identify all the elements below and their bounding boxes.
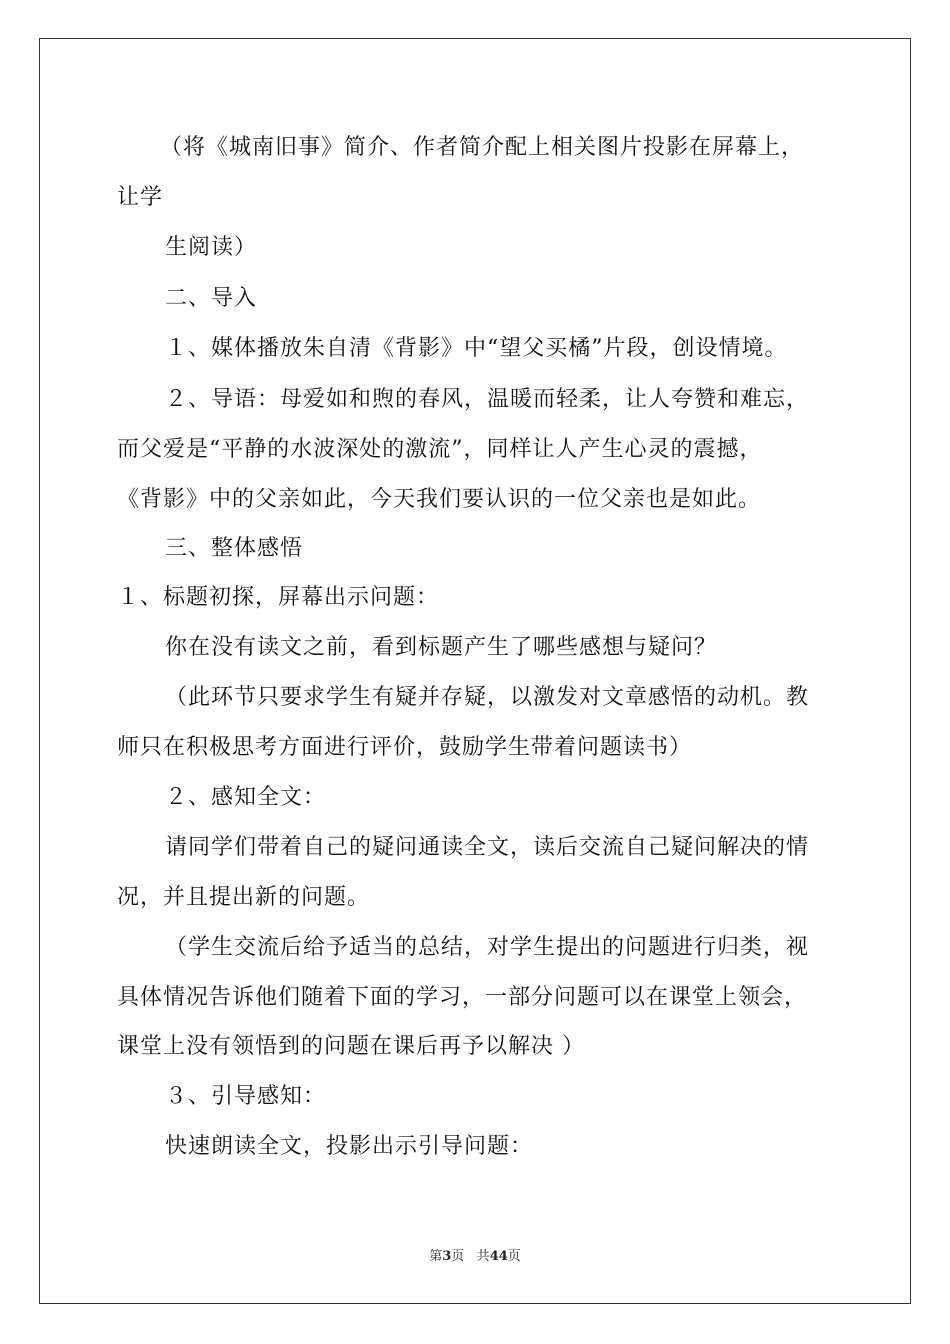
total-prefix: 共 [476, 1249, 490, 1264]
text-line: 请同学们带着自己的疑问通读全文，读后交流自己疑问解决的情 [165, 835, 810, 860]
text-line: ２、感知全文： [165, 785, 327, 810]
page-total: 44 [489, 1249, 508, 1264]
text-line: 快速朗读全文，投影出示引导问题： [165, 1134, 534, 1159]
text-line: 师只在积极思考方面进行评价，鼓励学生带着问题读书） [117, 735, 693, 760]
text-line: 况，并且提出新的问题。 [117, 885, 371, 910]
text-line: １、标题初探，屏幕出示问题： [117, 585, 440, 610]
page-footer [0, 1245, 950, 1264]
text-line: 你在没有读文之前，看到标题产生了哪些感想与疑问？ [165, 635, 718, 660]
text-line: 让学 [117, 185, 164, 210]
text-line: 生阅读） [165, 235, 258, 260]
text-line: 课堂上没有领悟到的问题在课后再予以解决 ） [117, 1034, 585, 1059]
page-number: 3 [442, 1249, 452, 1264]
text-line: （将《城南旧事》简介、作者简介配上相关图片投影在屏幕上， [160, 135, 805, 160]
text-line: 而父爱是“平静的水波深处的激流”，同样让人产生心灵的震撼， [117, 437, 763, 462]
section-heading: 二、导入 [165, 286, 258, 311]
page-border [39, 38, 911, 1304]
page-prefix: 第 [429, 1249, 443, 1264]
total-suffix: 页 [507, 1249, 521, 1264]
text-line: 具体情况告诉他们随着下面的学习，一部分问题可以在课堂上领会， [117, 985, 808, 1010]
text-line: １、媒体播放朱自清《背影》中“望父买橘”片段，创设情境。 [165, 336, 788, 361]
text-line: （学生交流后给予适当的总结，对学生提出的问题进行归类，视 [165, 935, 810, 960]
section-heading: 三、整体感悟 [165, 536, 304, 561]
text-line: ２、导语：母爱如和煦的春风，温暖而轻柔，让人夸赞和难忘， [165, 387, 810, 412]
page-suffix: 页 [451, 1249, 465, 1264]
text-line: 《背影》中的父亲如此，今天我们要认识的一位父亲也是如此。 [117, 487, 762, 512]
text-line: （此环节只要求学生有疑并存疑，以激发对文章感悟的动机。教 [165, 685, 810, 710]
text-line: ３、引导感知： [165, 1084, 327, 1109]
